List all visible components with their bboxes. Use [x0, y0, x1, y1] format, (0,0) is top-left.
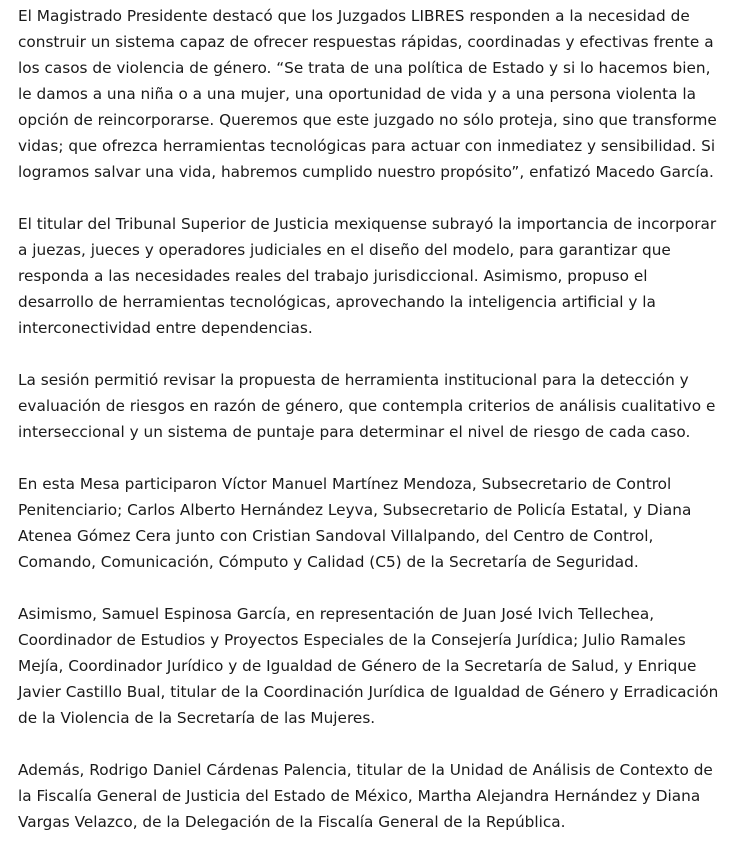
paragraph-legal-participants: Asimismo, Samuel Espinosa García, en representación de Juan José Ivich Tellechea, Coordinador de Estudios y Proyectos Especiales de la Consejería Jurídica; Julio Ramales Mejía, Coordinador Jurídico y de Igualdad de Género de la Secretaría de Salud, y Enrique Javier Castillo Bual, titular de la Coordinación Jurídica de Igualdad de Género y Erradicación de la Violencia de la Secretaría de las Mujeres. [18, 605, 719, 727]
paragraph-president-statement: El Magistrado Presidente destacó que los Juzgados LIBRES responden a la necesidad de construir un sistema capaz de ofrecer respuestas rápidas, coordinadas y efectivas frente a los casos de violencia de género. “Se trata de una política de Estado y si lo hacemos bien, le damos a una niña o a una mujer, una oportunidad de vida y a una persona violenta la opción de reincorporarse. Queremos que este juzgado no sólo proteja, sino que transforme vidas; que ofrezca herramientas tecnológicas para actuar con inmediatez y sensibilidad. Si logramos salvar una vida, habremos cumplido nuestro propósito”, enfatizó Macedo García. [18, 7, 717, 181]
paragraph-fiscalia-participants: Además, Rodrigo Daniel Cárdenas Palencia, titular de la Unidad de Análisis de Contexto de la Fiscalía General de Justicia del Estado de México, Martha Alejandra Hernández y Diana Vargas Velazco, de la Delegación de la Fiscalía General de la República. [18, 761, 713, 831]
paragraph-tribunal-titular: El titular del Tribunal Superior de Justicia mexiquense subrayó la importancia de incorporar a juezas, jueces y operadores judiciales en el diseño del modelo, para garantizar que responda a las necesidades reales del trabajo jurisdiccional. Asimismo, propuso el desarrollo de herramientas tecnológicas, aprovechando la inteligencia artificial y la interconectividad entre dependencias. [18, 215, 717, 337]
paragraph-security-participants: En esta Mesa participaron Víctor Manuel Martínez Mendoza, Subsecretario de Control Penitenciario; Carlos Alberto Hernández Leyva, Subsecretario de Policía Estatal, y Diana Atenea Gómez Cera junto con Cristian Sandoval Villalpando, del Centro de Control, Comando, Comunicación, Cómputo y Calidad (C5) de la Secretaría de Seguridad. [18, 475, 692, 571]
paragraph-session-review: La sesión permitió revisar la propuesta de herramienta institucional para la detección y evaluación de riesgos en razón de género, que contempla criterios de análisis cualitativo e interseccional y un sistema de puntaje para determinar el nivel de riesgo de cada caso. [18, 371, 716, 441]
